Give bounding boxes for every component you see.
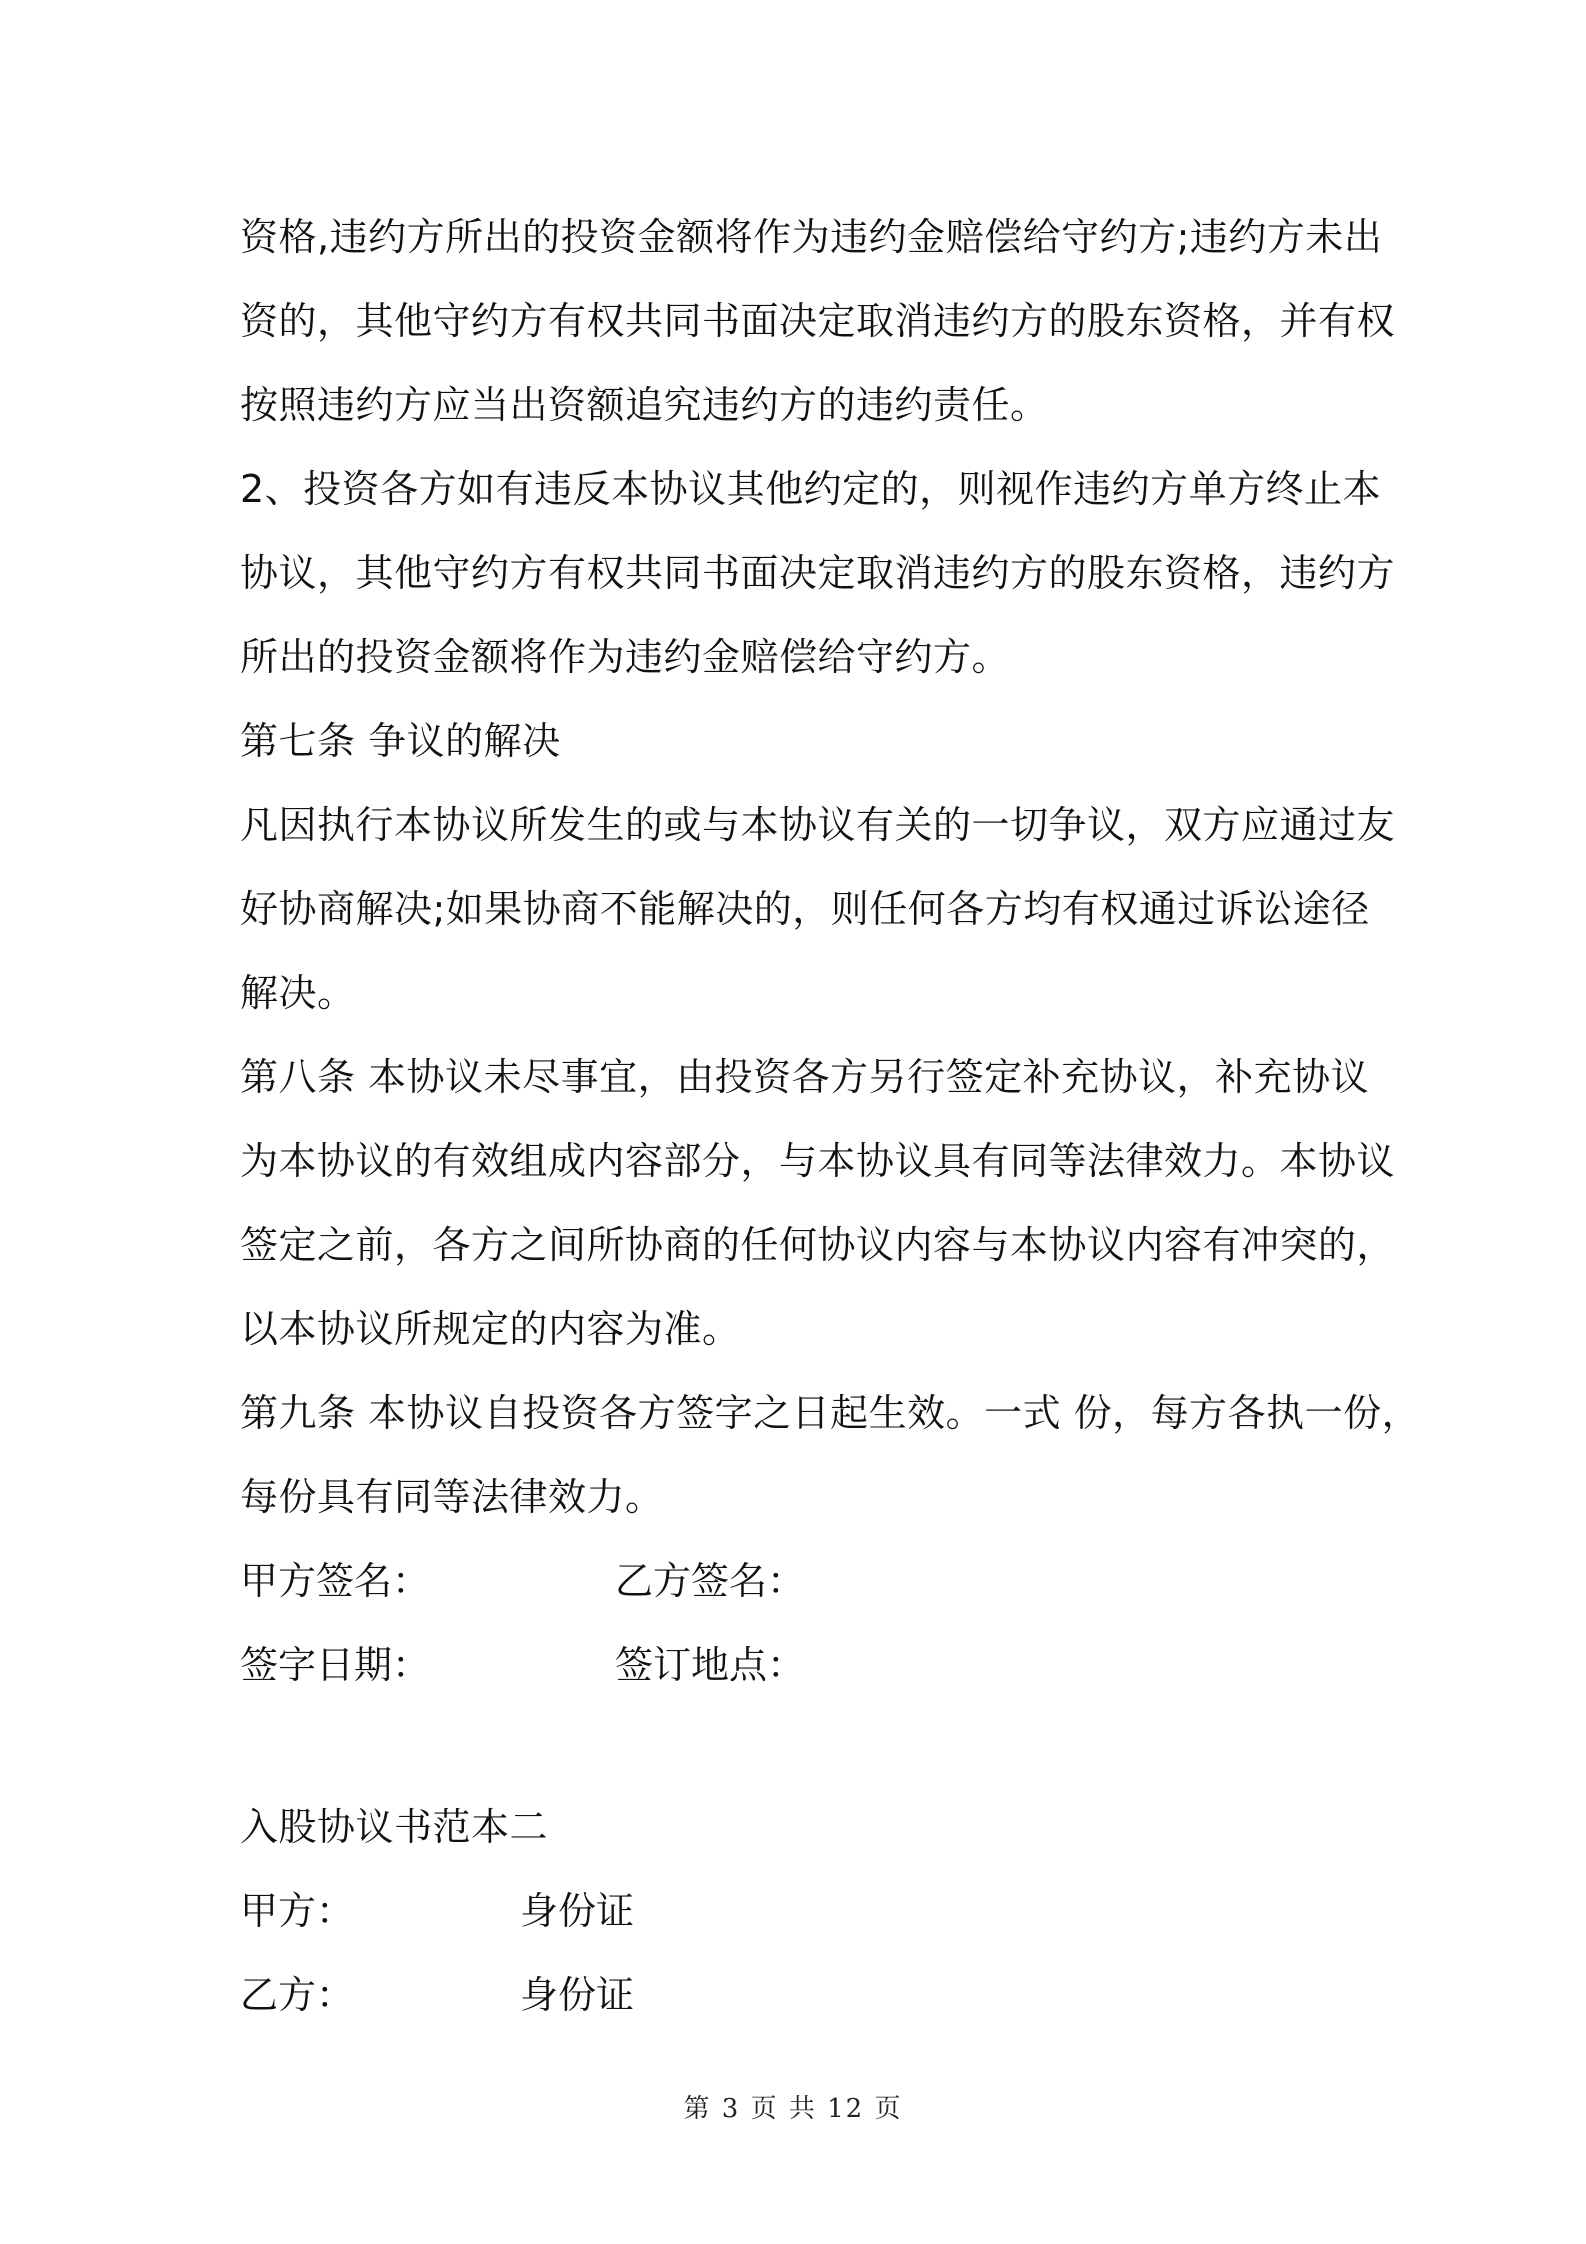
paragraph-line: 每份具有同等法律效力。 <box>240 1475 664 1519</box>
party-a-label: 甲方： <box>240 1889 355 1933</box>
article-8-line: 第八条 本协议未尽事宜，由投资各方另行签定补充协议，补充协议 <box>240 1055 1370 1099</box>
paragraph-line: 为本协议的有效组成内容部分，与本协议具有同等法律效力。本协议 <box>240 1139 1396 1183</box>
paragraph-line: 签定之前，各方之间所协商的任何协议内容与本协议内容有冲突的， <box>240 1223 1396 1267</box>
paragraph-line: 资的，其他守约方有权共同书面决定取消违约方的股东资格，并有权 <box>240 299 1396 343</box>
paragraph-line: 按照违约方应当出资额追究违约方的违约责任。 <box>240 383 1049 427</box>
paragraph-line: 资格,违约方所出的投资金额将作为违约金赔偿给守约方;违约方未出 <box>240 215 1383 259</box>
paragraph-line: 以本协议所规定的内容为准。 <box>240 1307 741 1351</box>
party-a-id-label: 身份证 <box>520 1889 635 1933</box>
paragraph-line: 2、投资各方如有违反本协议其他约定的，则视作违约方单方终止本 <box>240 467 1382 511</box>
section-gap <box>240 1707 1360 1785</box>
paragraph-line: 好协商解决;如果协商不能解决的，则任何各方均有权通过诉讼途径 <box>240 887 1370 931</box>
sign-date-label: 签字日期： <box>240 1643 431 1687</box>
document-body <box>240 195 1421 2037</box>
party-a-signature-label: 甲方签名： <box>240 1559 431 1603</box>
party-b-signature-label: 乙方签名： <box>615 1559 806 1603</box>
article-7-heading: 第七条 争议的解决 <box>240 719 561 763</box>
paragraph-line: 所出的投资金额将作为违约金赔偿给守约方。 <box>240 635 1011 679</box>
article-9-line: 第九条 本协议自投资各方签字之日起生效。一式 份，每方各执一份， <box>240 1391 1421 1435</box>
page-number-footer: 第 3 页 共 12 页 <box>683 2094 903 2124</box>
template-two-title: 入股协议书范本二 <box>240 1805 549 1849</box>
date-place-row <box>240 1623 1360 1707</box>
party-b-row <box>240 1953 1360 2037</box>
paragraph-line: 解决。 <box>240 971 356 1015</box>
party-b-id-label: 身份证 <box>520 1973 635 2017</box>
signature-row <box>240 1539 1360 1623</box>
paragraph-line: 凡因执行本协议所发生的或与本协议有关的一切争议，双方应通过友 <box>240 803 1396 847</box>
sign-place-label: 签订地点： <box>615 1643 806 1687</box>
paragraph-line: 协议，其他守约方有权共同书面决定取消违约方的股东资格，违约方 <box>240 551 1396 595</box>
party-a-row <box>240 1869 1360 1953</box>
party-b-label: 乙方： <box>240 1973 355 2017</box>
